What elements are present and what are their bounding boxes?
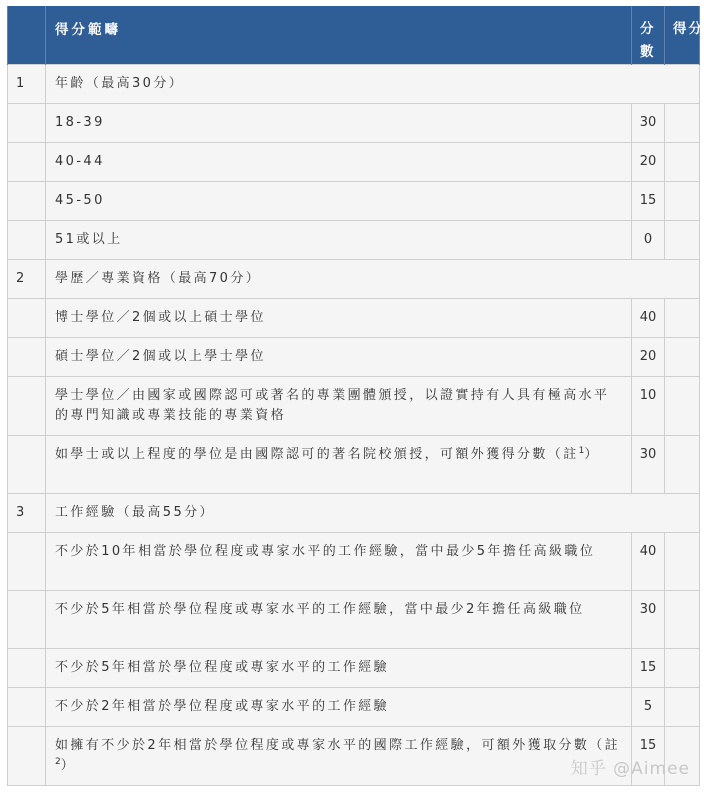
section-number: 1 xyxy=(8,65,46,104)
criterion-label: 不少於10年相當於學位程度或專家水平的工作經驗，當中最少5年擔任高級職位 xyxy=(46,533,632,591)
points-value: 30 xyxy=(632,436,665,494)
section-number: 3 xyxy=(8,494,46,533)
footnote-ref: 2 xyxy=(55,757,61,767)
points-value: 15 xyxy=(632,182,665,221)
points-table xyxy=(7,6,704,786)
points-value: 20 xyxy=(632,143,665,182)
table-row xyxy=(8,182,700,221)
points-value: 15 xyxy=(632,649,665,688)
criterion-text: 如擁有不少於2年相當於學位程度或專家水平的國際工作經驗，可額外獲取分數（註 xyxy=(55,738,621,753)
criterion-label xyxy=(46,436,632,494)
criterion-label: 學士學位／由國家或國際認可或著名的專業團體頒授，以證實持有人具有極高水平的專門知識或專業技能的專業資格 xyxy=(46,377,632,436)
criterion-label: 18-39 xyxy=(46,104,632,143)
points-value: 40 xyxy=(632,299,665,338)
points-value: 0 xyxy=(632,221,665,260)
section-row-work-experience xyxy=(8,494,700,533)
criterion-text: 如學士或以上程度的學位是由國際認可的著名院校頒授，可額外獲得分數（註 xyxy=(55,447,579,462)
footnote-ref: 1 xyxy=(578,446,585,456)
table-row xyxy=(8,649,700,688)
section-number: 2 xyxy=(8,260,46,299)
score-cell xyxy=(665,688,700,727)
table-row xyxy=(8,591,700,649)
score-cell xyxy=(665,299,700,338)
points-value: 30 xyxy=(632,104,665,143)
table-row xyxy=(8,377,700,436)
points-value: 10 xyxy=(632,377,665,436)
table-row xyxy=(8,436,700,494)
criterion-label xyxy=(46,727,632,786)
score-cell xyxy=(665,591,700,649)
table-header-row xyxy=(8,6,700,65)
score-cell xyxy=(665,649,700,688)
table-row xyxy=(8,104,700,143)
table-row xyxy=(8,299,700,338)
header-range: 得分範疇 xyxy=(46,6,632,65)
criterion-text-end: ） xyxy=(584,447,600,462)
score-cell xyxy=(665,727,700,786)
header-number xyxy=(8,6,46,65)
section-row-education xyxy=(8,260,700,299)
points-value: 15 xyxy=(632,727,665,786)
watermark: 知乎 @Aimee xyxy=(570,759,690,779)
score-cell xyxy=(665,143,700,182)
score-cell xyxy=(665,104,700,143)
section-title: 學歷／專業資格（最高70分） xyxy=(46,260,700,299)
criterion-label: 碩士學位／2個或以上學士學位 xyxy=(46,338,632,377)
header-score: 得分 xyxy=(665,6,700,65)
table-row xyxy=(8,221,700,260)
table-row xyxy=(8,727,700,786)
criterion-label: 51或以上 xyxy=(46,221,632,260)
score-cell xyxy=(665,377,700,436)
section-row-age xyxy=(8,65,700,104)
criterion-label: 40-44 xyxy=(46,143,632,182)
header-points: 分數 xyxy=(632,6,665,65)
table-row xyxy=(8,143,700,182)
criterion-label: 45-50 xyxy=(46,182,632,221)
score-cell xyxy=(665,338,700,377)
table-row xyxy=(8,533,700,591)
criterion-text-end: ） xyxy=(60,758,77,773)
criterion-label: 不少於5年相當於學位程度或專家水平的工作經驗 xyxy=(46,649,632,688)
criterion-label: 博士學位／2個或以上碩士學位 xyxy=(46,299,632,338)
score-cell xyxy=(665,533,700,591)
criterion-label: 不少於5年相當於學位程度或專家水平的工作經驗，當中最少2年擔任高級職位 xyxy=(46,591,632,649)
points-value: 20 xyxy=(632,338,665,377)
score-cell xyxy=(665,436,700,494)
points-value: 5 xyxy=(632,688,665,727)
table-row xyxy=(8,338,700,377)
score-cell xyxy=(665,221,700,260)
points-value: 30 xyxy=(632,591,665,649)
section-title: 工作經驗（最高55分） xyxy=(46,494,700,533)
points-value: 40 xyxy=(632,533,665,591)
criterion-label: 不少於2年相當於學位程度或專家水平的工作經驗 xyxy=(46,688,632,727)
section-title: 年齡（最高30分） xyxy=(46,65,700,104)
table-row xyxy=(8,688,700,727)
score-cell xyxy=(665,182,700,221)
